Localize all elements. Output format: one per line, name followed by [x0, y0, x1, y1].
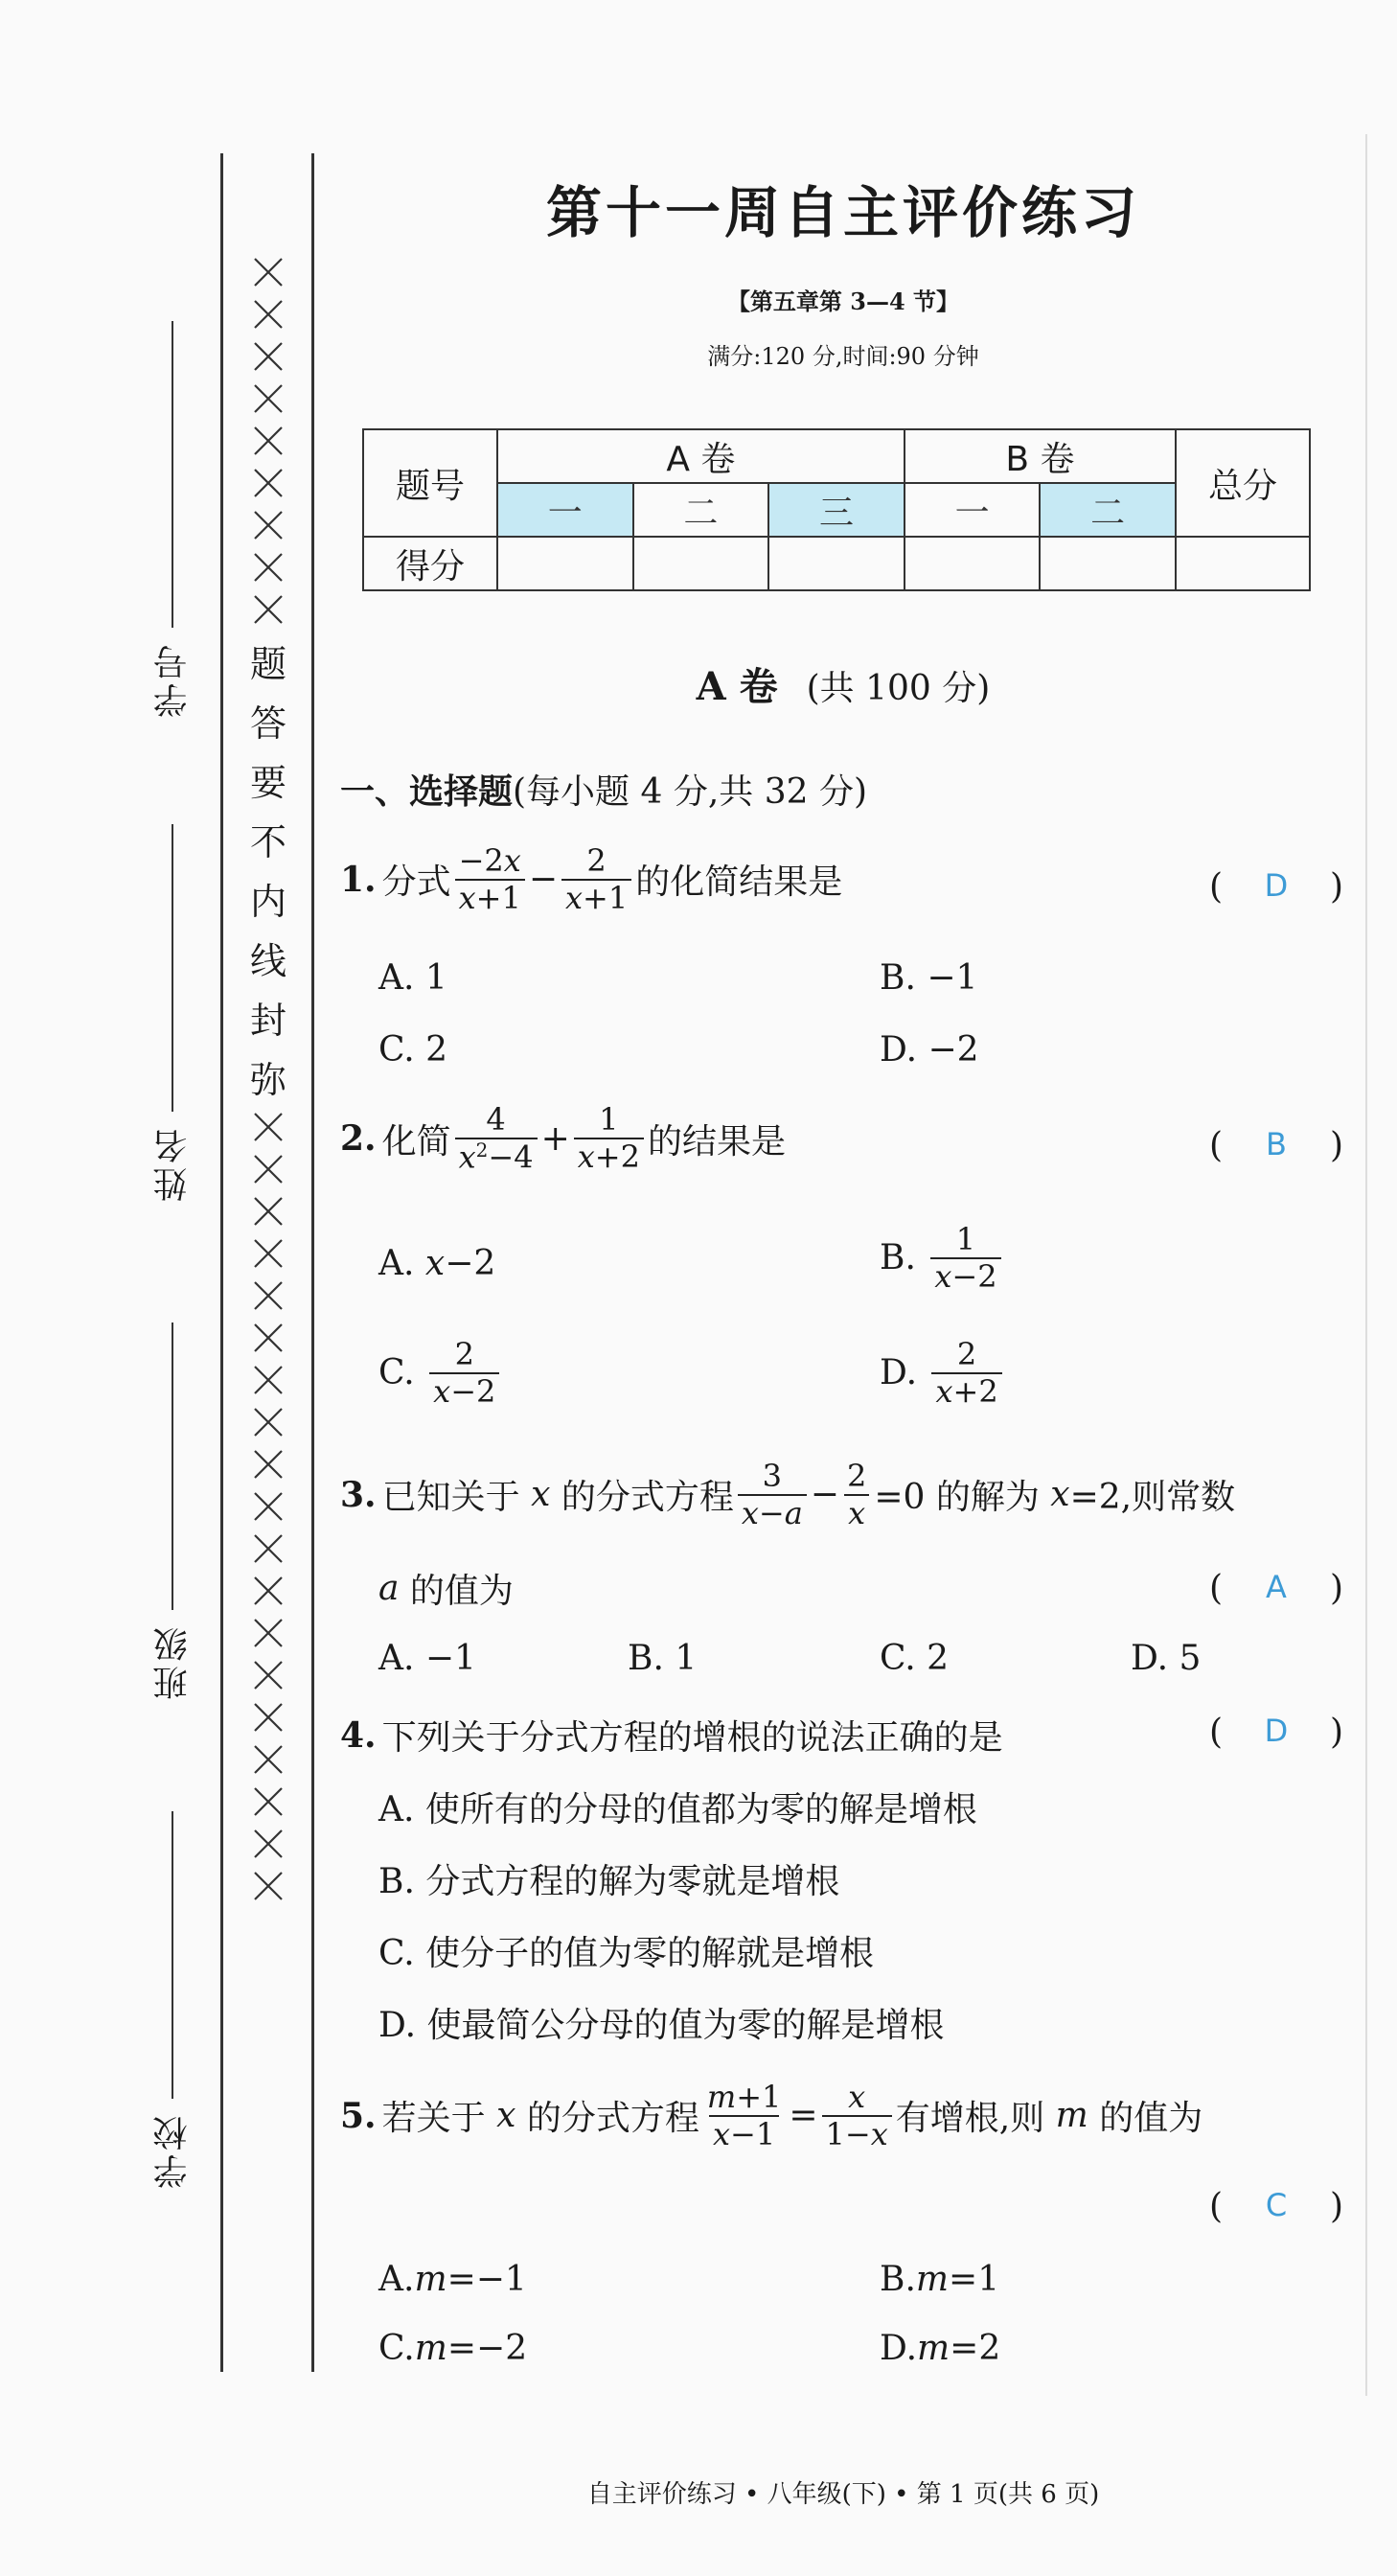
question-text: 化简: [381, 1121, 451, 1162]
answer-letter: B: [1266, 1126, 1287, 1162]
question-text: 的化简结果是: [635, 862, 843, 903]
cross-mark-icon: [247, 1654, 289, 1696]
student-id-field[interactable]: [144, 321, 201, 718]
seal-char: 答: [249, 702, 286, 745]
question-2: 2. 化简 $\frac{4}{x^2-4}$ + $\frac{1}{x+2}$ 的结果是: [340, 1101, 786, 1176]
question-3-line-2: a 的值为: [378, 1564, 514, 1613]
section-heading: [326, 656, 1361, 711]
student-id-label: 学号: [152, 641, 193, 718]
cross-mark-icon: [247, 1443, 289, 1485]
binding-line-outer: [220, 153, 223, 2372]
option-label: A.: [378, 2260, 415, 2299]
option[interactable]: A. 1: [378, 958, 447, 998]
question-1: 1. 分式 $\frac{-2x}{x+1}$ − $\frac{2}{x+1}$ 的化简结果是: [340, 842, 843, 916]
score-cell[interactable]: [633, 537, 769, 590]
cross-mark-icon: [247, 546, 289, 588]
cross-mark-icon: [247, 1106, 289, 1148]
part-name: 一、选择题: [340, 772, 514, 812]
fraction: $\frac{4}{x^2-4}$: [455, 1102, 538, 1175]
page-edge-line: [1365, 134, 1367, 2396]
student-name-blank[interactable]: [172, 824, 173, 1112]
fraction: $\frac{2}{x+1}$: [561, 843, 631, 916]
cross-mark-icon: [247, 251, 289, 293]
question-text: 的分式方程: [526, 2099, 699, 2139]
part-heading: [340, 765, 867, 814]
class-field[interactable]: [144, 1322, 201, 1700]
question-text: 下列关于分式方程的增根的说法正确的是: [381, 1718, 1003, 1758]
option-label: D.: [880, 2329, 918, 2368]
cross-mark-icon: [247, 420, 289, 462]
section-name: A 卷: [696, 664, 778, 709]
option[interactable]: D. −2: [880, 1030, 979, 1070]
score-cell[interactable]: [1040, 537, 1176, 590]
option-label: B.: [880, 2260, 916, 2299]
score-cell[interactable]: [905, 537, 1041, 590]
question-3: 3. 已知关于 x 的分式方程 $\frac{3}{x-a}$ − $\frac{2}{x}$ =0 的解为 x =2,则常数: [340, 1458, 1236, 1531]
answer-bracket: ( D ): [1209, 867, 1343, 907]
seal-char: 内: [249, 880, 286, 923]
cross-mark-icon: [247, 1275, 289, 1317]
question-number: 3.: [340, 1474, 377, 1515]
score-cell[interactable]: [768, 537, 905, 590]
cross-mark-icon: [247, 1823, 289, 1865]
seal-char: 不: [249, 820, 286, 863]
question-5: 5. 若关于 x 的分式方程 $\frac{m+1}{x-1}$ = $\frac{x}{1-x}$ 有增根,则 m 的值为: [340, 2079, 1203, 2152]
option[interactable]: A. x−2: [378, 1244, 496, 1283]
answer-letter: C: [1265, 2187, 1288, 2223]
option[interactable]: [378, 1337, 503, 1410]
school-blank[interactable]: [172, 1811, 173, 2099]
option-label: A.: [378, 1244, 415, 1283]
option-label: D.: [880, 1353, 918, 1393]
fraction: $\frac{3}{x-a}$: [738, 1459, 807, 1531]
total-score-header: 总分: [1176, 429, 1310, 537]
student-name-field[interactable]: [144, 824, 201, 1202]
paper-b-header: B 卷: [905, 429, 1176, 483]
option[interactable]: B. 分式方程的解为零就是增根: [378, 1862, 840, 1901]
page-footer: 自主评价练习 • 八年级(下) • 第 1 页(共 6 页): [586, 2480, 1100, 2509]
fraction: $\frac{2}{x}$: [843, 1459, 870, 1531]
cross-mark-icon: [247, 1865, 289, 1907]
score-cell[interactable]: [497, 537, 633, 590]
cross-mark-icon: [247, 1190, 289, 1232]
question-text: 有增根,则: [895, 2099, 1045, 2139]
cross-mark-icon: [247, 1528, 289, 1570]
question-number: 1.: [340, 859, 377, 900]
student-id-blank[interactable]: [172, 321, 173, 628]
answer-letter: D: [1264, 867, 1289, 904]
cross-mark-icon: [247, 335, 289, 378]
seal-char: 封: [249, 999, 286, 1042]
cross-mark-icon: [247, 588, 289, 631]
total-score-cell[interactable]: [1176, 537, 1310, 590]
fraction: $\frac{1}{x-2}$: [930, 1222, 1000, 1295]
cross-mark-icon: [247, 1696, 289, 1738]
cross-mark-icon: [247, 1232, 289, 1275]
cross-mark-icon: [247, 378, 289, 420]
student-name-label: 姓名: [152, 1125, 193, 1202]
question-number: 2.: [340, 1118, 377, 1160]
question-text: 已知关于: [381, 1478, 520, 1518]
a-part-2-header: 二: [633, 483, 769, 537]
fraction: $\frac{2}{x-2}$: [429, 1337, 499, 1410]
option[interactable]: B. m=1: [880, 2260, 1000, 2299]
question-text: 若关于: [381, 2099, 486, 2139]
part-note: (每小题 4 分,共 32 分): [513, 772, 868, 812]
score-row-label: 得分: [363, 537, 497, 590]
cross-mark-icon: [247, 1738, 289, 1781]
option[interactable]: C. m=−2: [378, 2329, 528, 2368]
answer-letter: A: [1266, 1569, 1287, 1605]
paper-a-header: A 卷: [497, 429, 905, 483]
cross-mark-icon: [247, 1148, 289, 1190]
a-part-3-header: 三: [768, 483, 905, 537]
school-label: 学校: [152, 2112, 193, 2189]
fraction: $\frac{2}{x+2}$: [931, 1337, 1001, 1410]
option-label: C.: [378, 2329, 415, 2368]
answer-bracket: ( B ): [1209, 1126, 1343, 1165]
section-points: (共 100 分): [806, 669, 991, 708]
option[interactable]: B. 1: [628, 1639, 698, 1678]
question-number-header: 题号: [363, 429, 497, 537]
answer-bracket: ( C ): [1209, 2187, 1343, 2226]
option[interactable]: D. 5: [1131, 1639, 1202, 1678]
binding-line-inner: [311, 153, 314, 2372]
option[interactable]: C. 使分子的值为零的解就是增根: [378, 1934, 875, 1973]
cross-mark-icon: [247, 1570, 289, 1612]
question-text: =2,则常数: [1069, 1478, 1236, 1518]
option[interactable]: C. 2: [880, 1639, 950, 1678]
question-4: [340, 1711, 1003, 1760]
cross-mark-icon: [247, 1612, 289, 1654]
question-text: 的结果是: [647, 1121, 786, 1162]
answer-letter: D: [1264, 1713, 1289, 1749]
question-number: 4.: [340, 1714, 377, 1756]
score-time-info: 满分:120 分,时间:90 分钟: [707, 343, 979, 370]
seal-warning-column: [247, 251, 289, 1907]
cross-mark-icon: [247, 504, 289, 546]
option[interactable]: B. −1: [880, 958, 978, 998]
option[interactable]: [880, 1337, 1006, 1410]
class-label: 班级: [152, 1623, 193, 1700]
fraction: $\frac{-2x}{x+1}$: [455, 843, 525, 916]
option[interactable]: A. 使所有的分母的值都为零的解是增根: [378, 1790, 977, 1829]
option[interactable]: D. m=2: [880, 2329, 1001, 2368]
question-text: 的分式方程: [561, 1478, 734, 1518]
option[interactable]: D. 使最简公分母的值为零的解是增根: [378, 2006, 945, 2045]
cross-mark-icon: [247, 1317, 289, 1359]
cross-mark-icon: [247, 1359, 289, 1401]
seal-char: 题: [249, 642, 286, 685]
option[interactable]: [880, 1222, 1005, 1295]
cross-mark-icon: [247, 1485, 289, 1528]
chapter-scope: 【第五章第 3—4 节】: [726, 288, 960, 315]
answer-bracket: ( D ): [1209, 1713, 1343, 1752]
option-label: B.: [880, 1238, 916, 1278]
class-blank[interactable]: [172, 1322, 173, 1610]
fraction: $\frac{x}{1-x}$: [822, 2080, 892, 2152]
page-title: 第十一周自主评价练习: [545, 180, 1140, 245]
option[interactable]: A. −1: [378, 1639, 476, 1678]
fraction: $\frac{m+1}{x-1}$: [706, 2079, 782, 2152]
score-table: [362, 428, 1311, 591]
option[interactable]: A. m=−1: [378, 2260, 527, 2299]
cross-mark-icon: [247, 462, 289, 504]
question-text: =0 的解为: [874, 1478, 1040, 1518]
school-field[interactable]: [144, 1811, 201, 2189]
option[interactable]: C. 2: [378, 1030, 448, 1070]
b-part-1-header: 一: [905, 483, 1041, 537]
b-part-2-header: 二: [1040, 483, 1176, 537]
cross-mark-icon: [247, 1401, 289, 1443]
answer-bracket: ( A ): [1209, 1569, 1343, 1608]
seal-char: 线: [249, 939, 286, 982]
question-text: 的值为: [1099, 2099, 1203, 2139]
cross-mark-icon: [247, 1781, 289, 1823]
cross-mark-icon: [247, 293, 289, 335]
seal-char: 要: [249, 761, 286, 804]
fraction: $\frac{1}{x+2}$: [574, 1102, 644, 1175]
question-text: 分式: [381, 862, 451, 903]
question-text: 的值为: [409, 1572, 514, 1611]
a-part-1-header: 一: [497, 483, 633, 537]
seal-char: 弥: [249, 1058, 286, 1101]
option-label: C.: [378, 1353, 415, 1393]
question-number: 5.: [340, 2095, 377, 2136]
